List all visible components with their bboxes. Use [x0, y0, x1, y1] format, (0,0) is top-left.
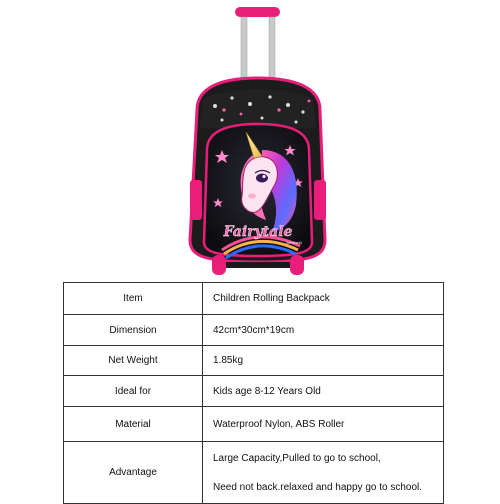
advantage-line-2: Need not back.relaxed and happy go to school.	[213, 481, 423, 493]
spec-value-material: Waterproof Nylon, ABS Roller	[203, 407, 444, 442]
spec-label-dimension: Dimension	[64, 315, 203, 346]
table-row	[64, 376, 444, 407]
table-row	[64, 442, 444, 504]
spec-value-ideal-for: Kids age 8-12 Years Old	[203, 376, 444, 407]
advantage-line-1: Large Capacity,Pulled to go to school,	[213, 452, 381, 464]
table-row	[64, 346, 444, 376]
trolley-handle	[235, 7, 280, 87]
spec-label-net-weight: Net Weight	[64, 346, 203, 376]
right-side-pocket	[314, 180, 326, 220]
brand-script-text: Fairytale	[223, 224, 293, 240]
spec-value-net-weight: 1.85kg	[203, 346, 444, 376]
table-row	[64, 283, 444, 315]
front-pocket	[204, 124, 312, 258]
brand-small-text: ArtWorld	[286, 240, 302, 245]
spec-label-advantage: Advantage	[64, 442, 203, 504]
left-side-pocket	[190, 180, 202, 220]
table-row	[64, 315, 444, 346]
spec-label-item: Item	[64, 283, 203, 315]
spec-label-ideal-for: Ideal for	[64, 376, 203, 407]
spec-value-advantage	[203, 442, 444, 504]
spec-value-item: Children Rolling Backpack	[203, 283, 444, 315]
spec-value-dimension: 42cm*30cm*19cm	[203, 315, 444, 346]
specification-table	[63, 282, 444, 504]
spec-label-material: Material	[64, 407, 203, 442]
table-row	[64, 407, 444, 442]
